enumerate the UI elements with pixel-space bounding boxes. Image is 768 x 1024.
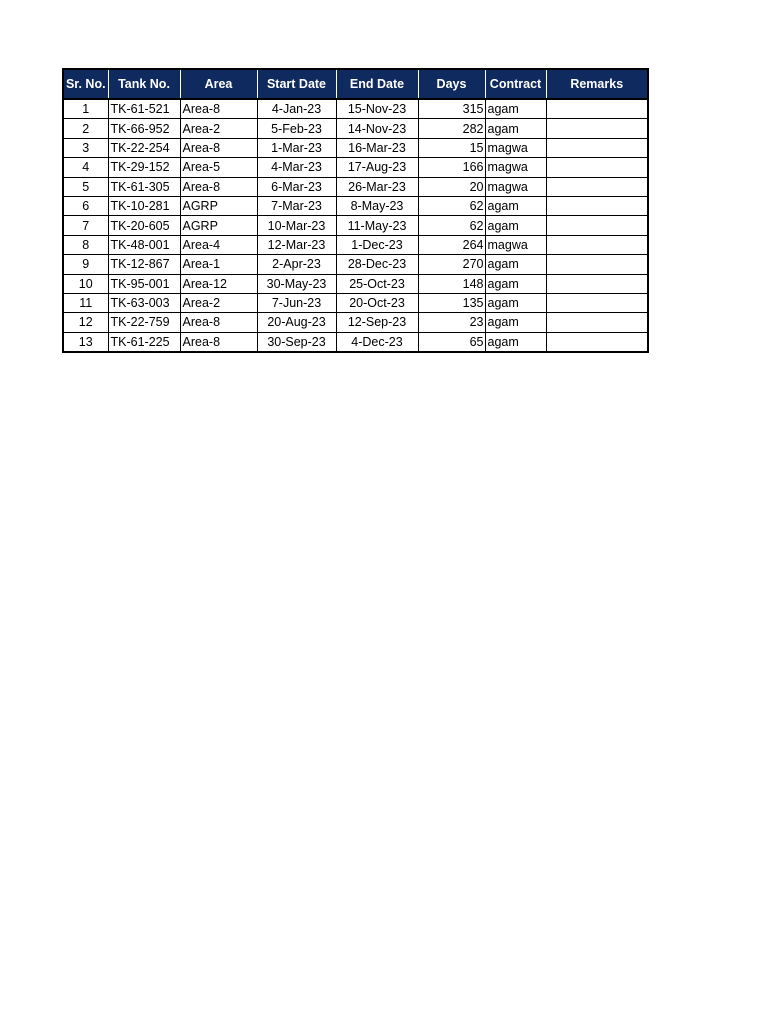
table-row [63,138,648,157]
cell-days[interactable]: 65 [418,332,485,352]
cell-remarks[interactable] [546,235,648,254]
cell-area[interactable]: AGRP [180,196,257,215]
cell-sr-no[interactable]: 3 [63,138,108,157]
table-row [63,293,648,312]
header-contract[interactable]: Contract [485,69,546,99]
table-row [63,177,648,196]
cell-area[interactable]: Area-5 [180,158,257,177]
cell-sr-no[interactable]: 10 [63,274,108,293]
cell-contract[interactable]: magwa [485,158,546,177]
cell-remarks[interactable] [546,332,648,352]
header-remarks[interactable]: Remarks [546,69,648,99]
cell-sr-no[interactable]: 4 [63,158,108,177]
cell-tank-no[interactable]: TK-61-225 [108,332,180,352]
cell-area[interactable]: Area-8 [180,313,257,332]
cell-sr-no[interactable]: 13 [63,332,108,352]
cell-tank-no[interactable]: TK-10-281 [108,196,180,215]
header-row [63,69,648,99]
cell-tank-no[interactable]: TK-66-952 [108,119,180,138]
cell-tank-no[interactable]: TK-22-759 [108,313,180,332]
cell-area[interactable]: Area-2 [180,119,257,138]
cell-sr-no[interactable]: 11 [63,293,108,312]
cell-days[interactable]: 20 [418,177,485,196]
cell-start-date[interactable]: 5-Feb-23 [257,119,336,138]
cell-start-date[interactable]: 30-Sep-23 [257,332,336,352]
table-row [63,274,648,293]
cell-days[interactable]: 166 [418,158,485,177]
cell-contract[interactable]: agam [485,293,546,312]
header-start-date[interactable]: Start Date [257,69,336,99]
cell-contract[interactable]: magwa [485,235,546,254]
cell-start-date[interactable]: 30-May-23 [257,274,336,293]
cell-contract[interactable]: magwa [485,138,546,157]
cell-tank-no[interactable]: TK-61-305 [108,177,180,196]
table-row [63,196,648,215]
header-tank-no[interactable]: Tank No. [108,69,180,99]
cell-tank-no[interactable]: TK-61-521 [108,99,180,119]
table-row [63,119,648,138]
cell-sr-no[interactable]: 6 [63,196,108,215]
cell-end-date[interactable]: 26-Mar-23 [336,177,418,196]
cell-contract[interactable]: magwa [485,177,546,196]
cell-tank-no[interactable]: TK-48-001 [108,235,180,254]
cell-start-date[interactable]: 10-Mar-23 [257,216,336,235]
cell-days[interactable]: 135 [418,293,485,312]
cell-tank-no[interactable]: TK-12-867 [108,255,180,274]
cell-start-date[interactable]: 12-Mar-23 [257,235,336,254]
cell-days[interactable]: 62 [418,216,485,235]
cell-area[interactable]: Area-8 [180,177,257,196]
table-row [63,332,648,352]
cell-end-date[interactable]: 11-May-23 [336,216,418,235]
cell-remarks[interactable] [546,138,648,157]
cell-remarks[interactable] [546,274,648,293]
cell-start-date[interactable]: 2-Apr-23 [257,255,336,274]
header-end-date[interactable]: End Date [336,69,418,99]
cell-area[interactable]: Area-4 [180,235,257,254]
cell-area[interactable]: Area-8 [180,99,257,119]
cell-end-date[interactable]: 1-Dec-23 [336,235,418,254]
cell-days[interactable]: 264 [418,235,485,254]
table-row [63,158,648,177]
cell-contract[interactable]: agam [485,119,546,138]
cell-sr-no[interactable]: 9 [63,255,108,274]
table-row [63,313,648,332]
cell-sr-no[interactable]: 5 [63,177,108,196]
cell-days[interactable]: 282 [418,119,485,138]
cell-remarks[interactable] [546,99,648,119]
header-sr-no[interactable]: Sr. No. [63,69,108,99]
cell-start-date[interactable]: 4-Jan-23 [257,99,336,119]
cell-end-date[interactable]: 16-Mar-23 [336,138,418,157]
cell-end-date[interactable]: 15-Nov-23 [336,99,418,119]
cell-remarks[interactable] [546,255,648,274]
table-row [63,99,648,119]
cell-start-date[interactable]: 4-Mar-23 [257,158,336,177]
cell-end-date[interactable]: 28-Dec-23 [336,255,418,274]
cell-remarks[interactable] [546,119,648,138]
cell-start-date[interactable]: 20-Aug-23 [257,313,336,332]
table-row [63,235,648,254]
cell-tank-no[interactable]: TK-29-152 [108,158,180,177]
table-body [63,99,648,352]
cell-start-date[interactable]: 6-Mar-23 [257,177,336,196]
cell-area[interactable]: Area-2 [180,293,257,312]
cell-tank-no[interactable]: TK-95-001 [108,274,180,293]
cell-contract[interactable]: agam [485,332,546,352]
cell-remarks[interactable] [546,293,648,312]
cell-remarks[interactable] [546,216,648,235]
cell-start-date[interactable]: 7-Jun-23 [257,293,336,312]
table-row [63,216,648,235]
cell-end-date[interactable]: 12-Sep-23 [336,313,418,332]
cell-remarks[interactable] [546,177,648,196]
cell-end-date[interactable]: 4-Dec-23 [336,332,418,352]
tank-schedule-table [62,68,649,353]
cell-contract[interactable]: agam [485,99,546,119]
cell-start-date[interactable]: 1-Mar-23 [257,138,336,157]
cell-remarks[interactable] [546,313,648,332]
cell-sr-no[interactable]: 1 [63,99,108,119]
cell-days[interactable]: 15 [418,138,485,157]
cell-sr-no[interactable]: 2 [63,119,108,138]
table-header [63,69,648,99]
header-days[interactable]: Days [418,69,485,99]
cell-contract[interactable]: agam [485,274,546,293]
cell-tank-no[interactable]: TK-22-254 [108,138,180,157]
cell-contract[interactable]: agam [485,216,546,235]
cell-end-date[interactable]: 25-Oct-23 [336,274,418,293]
cell-tank-no[interactable]: TK-20-605 [108,216,180,235]
cell-days[interactable]: 23 [418,313,485,332]
cell-end-date[interactable]: 20-Oct-23 [336,293,418,312]
cell-sr-no[interactable]: 8 [63,235,108,254]
cell-contract[interactable]: agam [485,196,546,215]
cell-days[interactable]: 315 [418,99,485,119]
header-area[interactable]: Area [180,69,257,99]
cell-days[interactable]: 270 [418,255,485,274]
cell-area[interactable]: AGRP [180,216,257,235]
cell-end-date[interactable]: 8-May-23 [336,196,418,215]
cell-tank-no[interactable]: TK-63-003 [108,293,180,312]
cell-end-date[interactable]: 17-Aug-23 [336,158,418,177]
cell-end-date[interactable]: 14-Nov-23 [336,119,418,138]
cell-days[interactable]: 62 [418,196,485,215]
cell-days[interactable]: 148 [418,274,485,293]
table-row [63,255,648,274]
cell-contract[interactable]: agam [485,313,546,332]
cell-sr-no[interactable]: 7 [63,216,108,235]
cell-area[interactable]: Area-12 [180,274,257,293]
cell-area[interactable]: Area-1 [180,255,257,274]
cell-sr-no[interactable]: 12 [63,313,108,332]
cell-start-date[interactable]: 7-Mar-23 [257,196,336,215]
cell-area[interactable]: Area-8 [180,332,257,352]
cell-remarks[interactable] [546,196,648,215]
cell-area[interactable]: Area-8 [180,138,257,157]
cell-contract[interactable]: agam [485,255,546,274]
cell-remarks[interactable] [546,158,648,177]
